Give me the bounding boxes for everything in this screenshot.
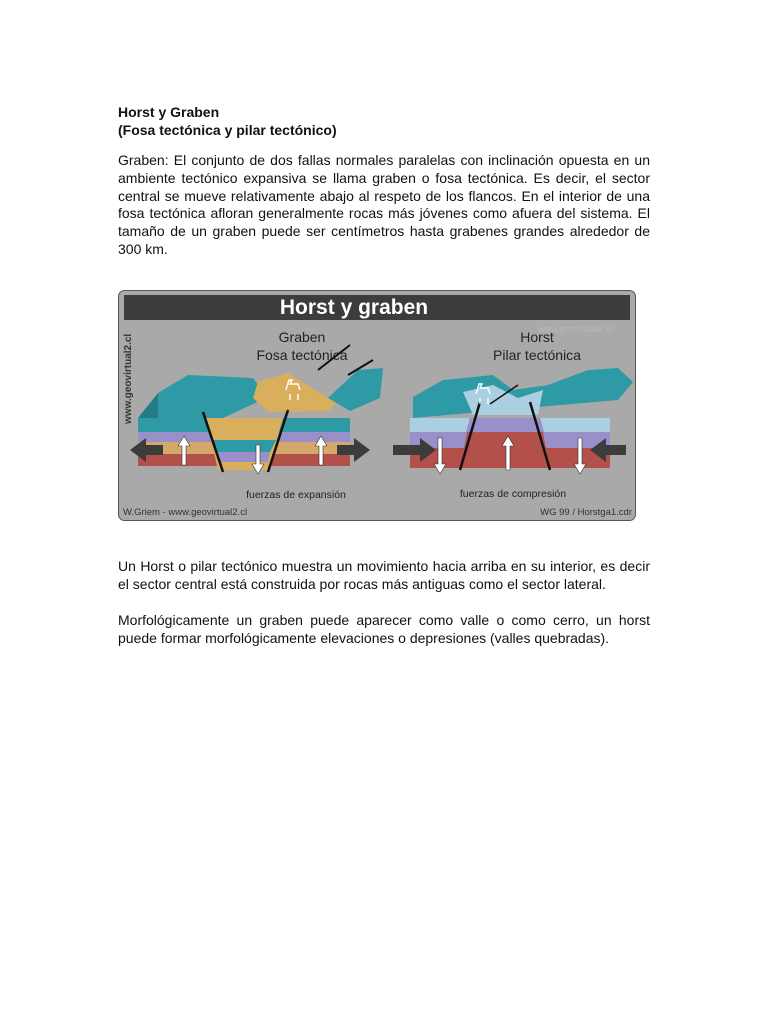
watermark: www.geovirtual2.cl xyxy=(538,323,613,334)
graben-sublabel: Fosa tectónica xyxy=(256,346,348,363)
paragraph-morfologia: Morfológicamente un graben puede aparecer como valle o como cerro, un horst puede formar morfológicamente elevaciones o depresiones (valles quebradas). xyxy=(118,612,650,647)
vertical-url: www.geovirtual2.cl xyxy=(123,333,134,424)
compression-label: fuerzas de compresión xyxy=(459,487,567,500)
horst-graben-figure xyxy=(118,290,636,521)
paragraph-horst: Un Horst o pilar tectónico muestra un movimiento hacia arriba en su interior, es decir el sector central está construida por rocas más antiguas como el sector lateral. xyxy=(118,557,650,592)
document-page xyxy=(118,103,650,648)
expansion-label: fuerzas de expansión xyxy=(246,488,346,501)
document-heading: Horst y Graben xyxy=(118,104,220,120)
credit-right: WG 99 / Horstga1.cdr xyxy=(540,506,632,518)
horst-sublabel: Pilar tectónica xyxy=(493,346,581,363)
figure-title: Horst y graben xyxy=(279,295,429,319)
credit-left: W.Griem - www.geovirtual2.cl xyxy=(123,506,248,518)
paragraph-graben: Graben: El conjunto de dos fallas normales paralelas con inclinación opuesta en un ambiente tectónico expansiva se llama graben o fosa tectónica. Es decir, el sector central se mueve relativamente abajo al respeto de los flancos. En el interior de una fosa tectónica afloran generalmente rocas más jóvenes como afuera del sistema. El tamaño de un graben puede ser centímetros hasta grabenes grandes alrededor de 300 km. xyxy=(118,152,650,257)
document-subheading: (Fosa tectónica y pilar tectónico) xyxy=(118,122,337,138)
graben-label: Graben xyxy=(278,328,326,345)
horst-label: Horst xyxy=(520,328,554,345)
